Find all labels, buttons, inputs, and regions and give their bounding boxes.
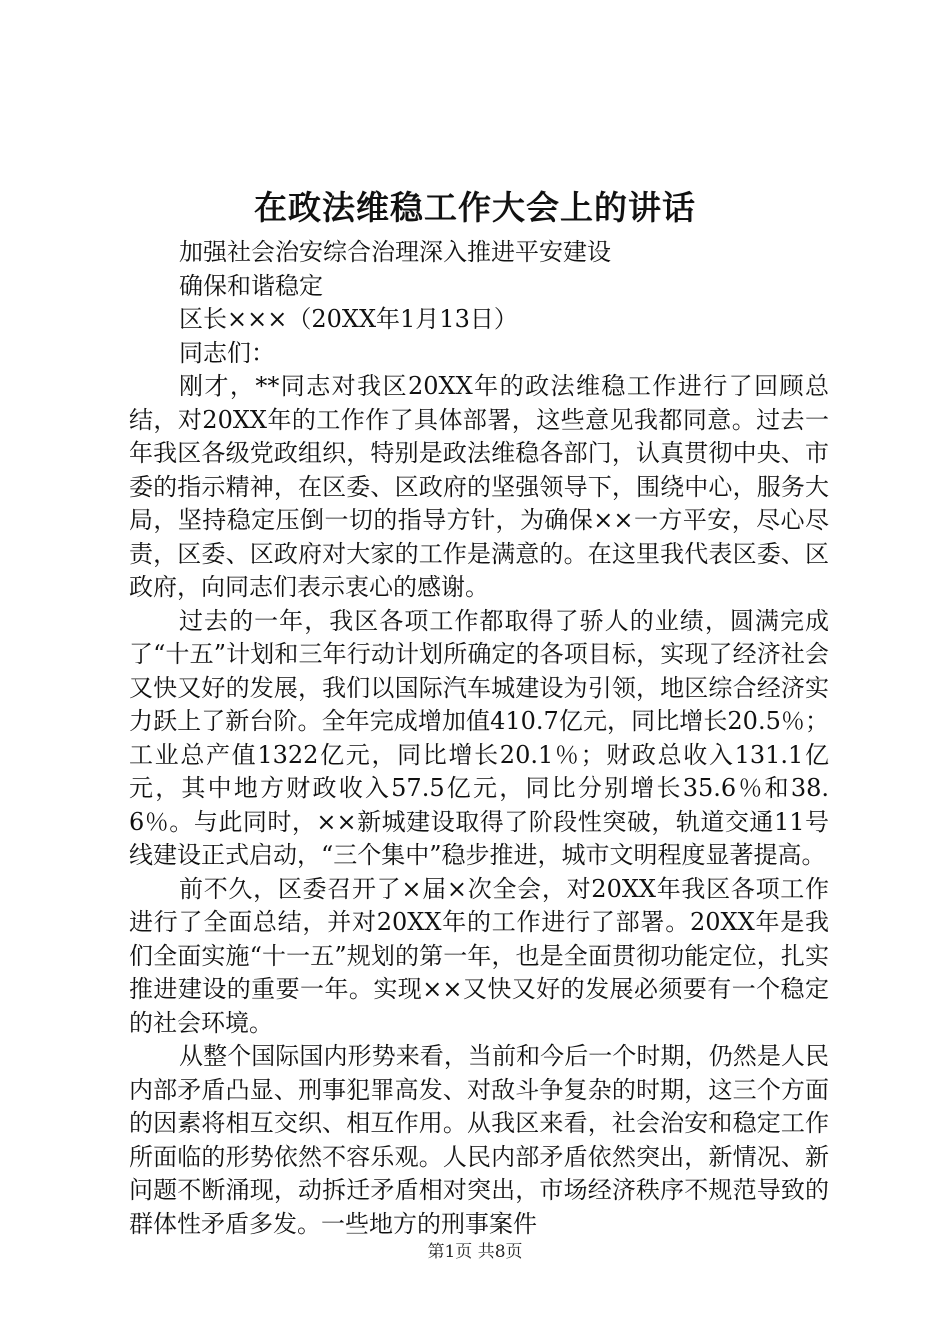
paragraph-2: 过去的一年，我区各项工作都取得了骄人的业绩，圆满完成了“十五”计划和三年行动计划所确定的各项目标，实现了经济社会又快又好的发展，我们以国际汽车城建设为引领，地区综合经济实力跃上了新台阶。全年完成增加值410.7亿元，同比增长20.5％；工业总产值1322亿元，同比增长20.1％；财政总收入131.1亿元，其中地方财政收入57.5亿元，同比分别增长35.6％和38.6％。与此同时，××新城建设取得了阶段性突破，轨道交通11号线建设正式启动，“三个集中”稳步推进，城市文明程度显著提高。 [129,606,829,869]
page-footer: 第1页 共8页 [427,1242,523,1262]
paragraph-3: 前不久，区委召开了×届×次全会，对20XX年我区各项工作进行了全面总结，并对20XX年的工作进行了部署。20XX年是我们全面实施“十一五”规划的第一年，也是全面贯彻功能定位，扎实推进建设的重要一年。实现××又快又好的发展必须要有一个稳定的社会环境。 [129,874,829,1037]
salutation: 同志们： [179,338,275,367]
paragraph-4: 从整个国际国内形势来看，当前和今后一个时期，仍然是人民内部矛盾凸显、刑事犯罪高发、对敌斗争复杂的时期，这三个方面的因素将相互交织、相互作用。从我区来看，社会治安和稳定工作所面临的形势依然不容乐观。人民内部矛盾依然突出，新情况、新问题不断涌现，动拆迁矛盾相对突出，市场经济秩序不规范导致的群体性矛盾多发。一些地方的刑事案件 [129,1042,829,1238]
speaker-line: 区长×××（20XX年1月13日） [179,305,518,333]
subtitle-line-2: 确保和谐稳定 [179,271,323,300]
subtitle-line-1: 加强社会治安综合治理深入推进平安建设 [179,238,611,266]
document-body [129,236,829,1241]
paragraph-1: 刚才，**同志对我区20XX年的政法维稳工作进行了回顾总结，对20XX年的工作作了具体部署，这些意见我都同意。过去一年我区各级党政组织，特别是政法维稳各部门，认真贯彻中央、市委的指示精神，在区委、区政府的坚强领导下，围绕中心，服务大局，坚持稳定压倒一切的指导方针，为确保××一方平安，尽心尽责，区委、区政府对大家的工作是满意的。在这里我代表区委、区政府，向同志们表示衷心的感谢。 [129,372,829,601]
document-title: 在政法维稳工作大会上的讲话 [254,188,696,227]
